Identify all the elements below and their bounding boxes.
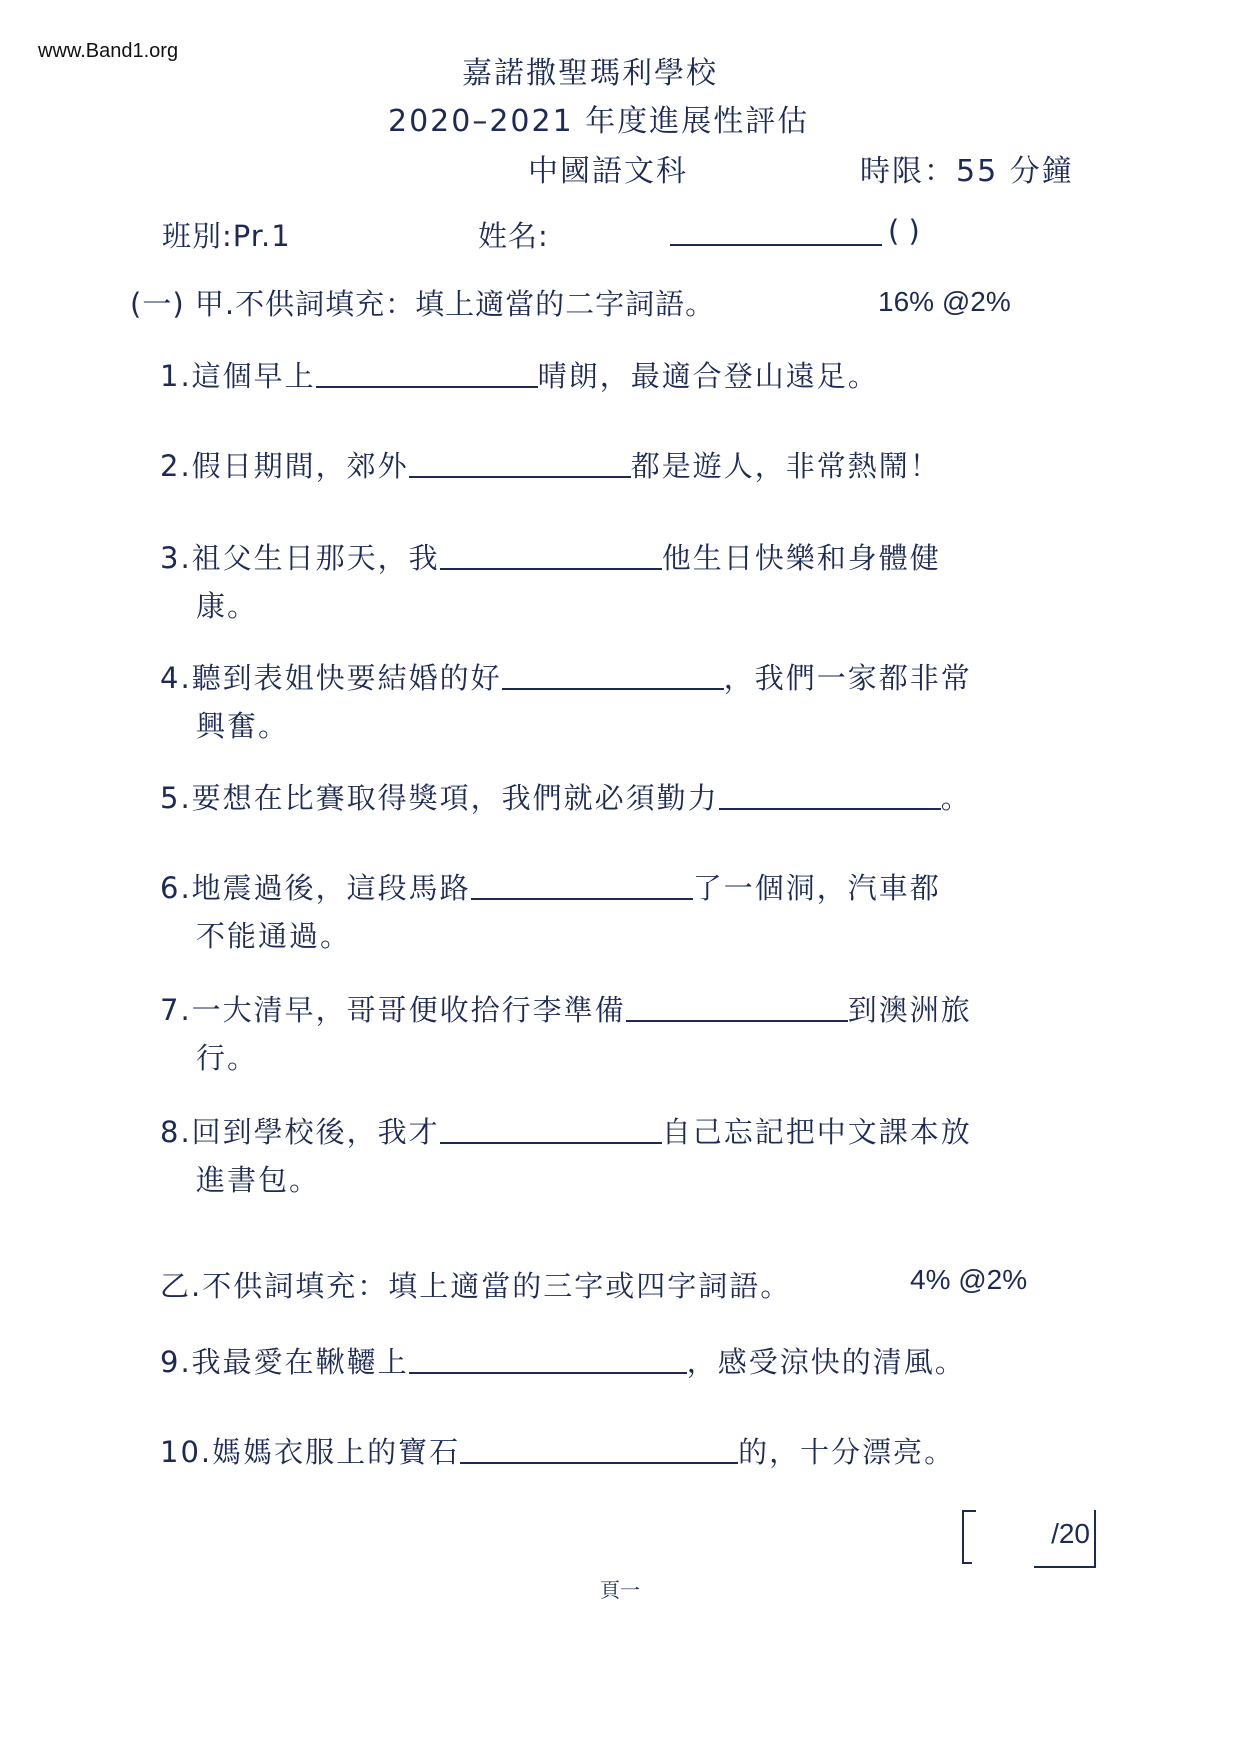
question-text-after: 到澳洲旅	[847, 993, 972, 1027]
question-text-before: 一大清早，哥哥便收拾行李準備	[191, 993, 626, 1027]
question-text-after: 。	[940, 781, 972, 815]
answer-blank[interactable]	[502, 658, 724, 690]
page-number: 頁一	[600, 1578, 640, 1602]
question-3-continuation: 康。	[196, 589, 259, 623]
question-text-before: 祖父生日那天，我	[191, 541, 440, 575]
answer-blank[interactable]	[440, 538, 662, 570]
question-text-before: 回到學校後，我才	[191, 1115, 440, 1149]
answer-blank[interactable]	[409, 1342, 687, 1374]
site-watermark: www.Band1.org	[38, 40, 179, 62]
answer-blank[interactable]	[719, 778, 941, 810]
score-total: /20	[1051, 1518, 1090, 1549]
question-number: 7.	[160, 993, 192, 1027]
answer-blank[interactable]	[471, 868, 693, 900]
score-box	[962, 1510, 1096, 1570]
question-number: 5.	[160, 781, 192, 815]
question-text-before: 假日期間，郊外	[191, 449, 409, 483]
section-b-title: 乙.不供詞填充：填上適當的三字或四字詞語。	[160, 1269, 792, 1303]
question-text-after: ，我們一家都非常	[723, 661, 972, 695]
subject-title: 中國語文科	[528, 154, 688, 189]
class-label: 班別:Pr.1	[162, 219, 291, 253]
question-text-before: 媽媽衣服上的寶石	[212, 1435, 461, 1469]
question-text-after: 的，十分漂亮。	[738, 1435, 956, 1469]
answer-blank[interactable]	[440, 1112, 662, 1144]
section-a-title: (一) 甲.不供詞填充：填上適當的二字詞語。	[130, 287, 716, 321]
question-text-before: 我最愛在鞦韆上	[191, 1345, 409, 1379]
question-text-after: 了一個洞，汽車都	[692, 871, 941, 905]
question-text-after: 晴朗，最適合登山遠足。	[537, 359, 879, 393]
question-number: 9.	[160, 1345, 192, 1379]
answer-blank[interactable]	[626, 990, 848, 1022]
answer-blank[interactable]	[460, 1432, 738, 1464]
question-text-before: 這個早上	[191, 359, 316, 393]
question-6-continuation: 不能通過。	[196, 919, 352, 953]
question-number: 6.	[160, 871, 192, 905]
question-7	[160, 988, 972, 1029]
section-a-score: 16% @2%	[878, 286, 1011, 317]
assessment-title: 2020–2021 年度進展性評估	[388, 104, 810, 139]
question-number: 8.	[160, 1115, 192, 1149]
question-7-continuation: 行。	[196, 1041, 259, 1075]
question-text-before: 要想在比賽取得獎項，我們就必須勤力	[191, 781, 719, 815]
question-8	[160, 1110, 972, 1151]
question-number: 3.	[160, 541, 192, 575]
question-text-after: 自己忘記把中文課本放	[661, 1115, 972, 1149]
question-text-after: 他生日快樂和身體健	[661, 541, 941, 575]
school-name: 嘉諾撒聖瑪利學校	[462, 56, 718, 91]
question-text-before: 地震過後，這段馬路	[191, 871, 471, 905]
question-text-after: 都是遊人，非常熱鬧！	[630, 449, 941, 483]
question-number: 1.	[160, 359, 192, 393]
answer-blank[interactable]	[316, 356, 538, 388]
answer-blank[interactable]	[409, 446, 631, 478]
question-1	[160, 354, 879, 395]
question-8-continuation: 進書包。	[196, 1163, 321, 1197]
question-6	[160, 866, 941, 907]
question-number: 10.	[160, 1435, 213, 1469]
question-number: 2.	[160, 449, 192, 483]
duration-label: 時限：55 分鐘	[860, 154, 1074, 189]
name-label: 姓名:	[478, 219, 549, 253]
question-10	[160, 1430, 955, 1471]
name-field[interactable]	[670, 244, 882, 246]
question-4	[160, 656, 972, 697]
question-3	[160, 536, 941, 577]
section-b-score: 4% @2%	[910, 1264, 1028, 1295]
class-number-field[interactable]: ( )	[888, 214, 920, 248]
question-9	[160, 1340, 966, 1381]
question-text-after: ，感受涼快的清風。	[686, 1345, 966, 1379]
question-number: 4.	[160, 661, 192, 695]
question-4-continuation: 興奮。	[196, 709, 290, 743]
question-5	[160, 776, 972, 817]
question-2	[160, 444, 941, 485]
question-text-before: 聽到表姐快要結婚的好	[191, 661, 502, 695]
